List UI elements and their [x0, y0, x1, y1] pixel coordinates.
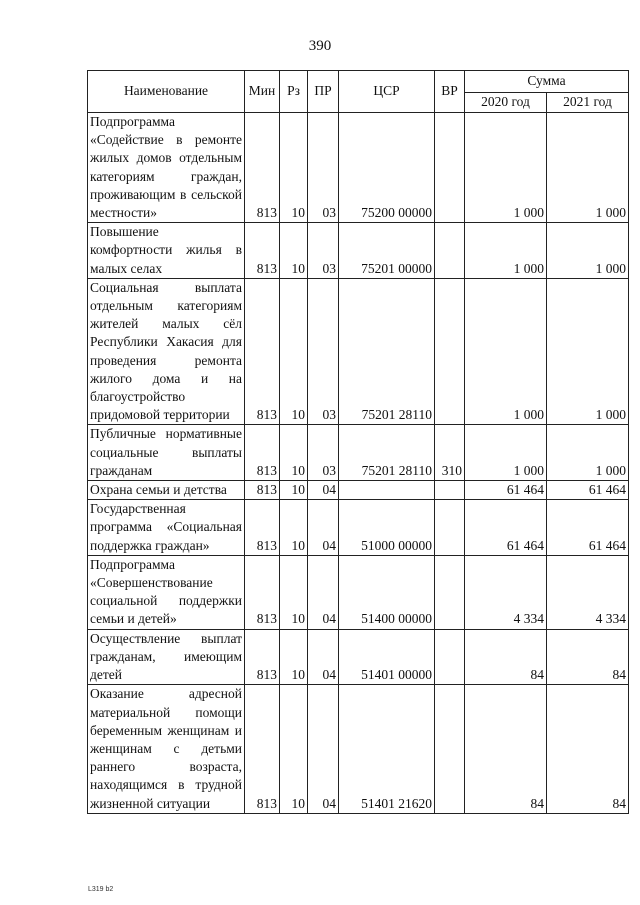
cell-vr: 310 — [435, 425, 465, 481]
cell-rz: 10 — [280, 223, 308, 279]
cell-rz: 10 — [280, 555, 308, 629]
header-year-2021: 2021 год — [547, 93, 629, 113]
cell-name: Подпрограмма «Совершенствование социальной поддержки семьи и детей» — [88, 555, 245, 629]
cell-name: Охрана семьи и детства — [88, 481, 245, 500]
cell-vr — [435, 223, 465, 279]
cell-pr: 04 — [308, 481, 339, 500]
header-year-2020: 2020 год — [465, 93, 547, 113]
cell-min: 813 — [245, 425, 280, 481]
cell-rz: 10 — [280, 278, 308, 425]
cell-csr: 51400 00000 — [339, 555, 435, 629]
cell-min: 813 — [245, 685, 280, 813]
table-row — [88, 223, 629, 279]
cell-pr: 04 — [308, 500, 339, 556]
cell-min: 813 — [245, 278, 280, 425]
cell-vr — [435, 481, 465, 500]
cell-min: 813 — [245, 481, 280, 500]
cell-y2021: 84 — [547, 685, 629, 813]
cell-y2021: 84 — [547, 629, 629, 685]
cell-rz: 10 — [280, 685, 308, 813]
cell-name: Социальная выплата отдельным категориям жителей малых сёл Республики Хакасия для проведения ремонта жилого дома и на благоустройство придомовой территории — [88, 278, 245, 425]
cell-rz: 10 — [280, 425, 308, 481]
cell-y2021: 61 464 — [547, 500, 629, 556]
header-csr: ЦСР — [339, 71, 435, 113]
cell-y2020: 1 000 — [465, 278, 547, 425]
cell-y2021: 61 464 — [547, 481, 629, 500]
page-number: 390 — [308, 38, 332, 54]
cell-name: Осуществление выплат гражданам, имеющим детей — [88, 629, 245, 685]
header-rz: Рз — [280, 71, 308, 113]
cell-name: Публичные нормативные социальные выплаты гражданам — [88, 425, 245, 481]
cell-y2021: 1 000 — [547, 113, 629, 223]
header-pr: ПР — [308, 71, 339, 113]
table-row — [88, 481, 629, 500]
header-vr: ВР — [435, 71, 465, 113]
cell-name: Повышение комфортности жилья в малых селах — [88, 223, 245, 279]
cell-csr: 51401 21620 — [339, 685, 435, 813]
cell-rz: 10 — [280, 500, 308, 556]
cell-y2020: 1 000 — [465, 113, 547, 223]
cell-csr — [339, 481, 435, 500]
budget-table — [87, 70, 629, 814]
cell-rz: 10 — [280, 113, 308, 223]
table-row — [88, 113, 629, 223]
cell-pr: 04 — [308, 629, 339, 685]
header-name: Наименование — [88, 71, 245, 113]
table-row — [88, 629, 629, 685]
table-row — [88, 555, 629, 629]
cell-vr — [435, 113, 465, 223]
table-row — [88, 278, 629, 425]
cell-csr: 75201 28110 — [339, 425, 435, 481]
cell-y2020: 84 — [465, 629, 547, 685]
cell-vr — [435, 500, 465, 556]
table-header — [88, 71, 629, 113]
cell-pr: 03 — [308, 278, 339, 425]
cell-pr: 04 — [308, 555, 339, 629]
cell-min: 813 — [245, 113, 280, 223]
cell-min: 813 — [245, 500, 280, 556]
cell-pr: 04 — [308, 685, 339, 813]
cell-y2020: 84 — [465, 685, 547, 813]
table-row — [88, 500, 629, 556]
cell-pr: 03 — [308, 113, 339, 223]
cell-rz: 10 — [280, 481, 308, 500]
cell-name: Подпрограмма «Содействие в ремонте жилых домов отдельным категориям граждан, проживающим в сельской местности» — [88, 113, 245, 223]
header-sum: Сумма — [465, 71, 629, 93]
cell-csr: 75201 28110 — [339, 278, 435, 425]
cell-y2020: 4 334 — [465, 555, 547, 629]
cell-vr — [435, 685, 465, 813]
cell-csr: 51401 00000 — [339, 629, 435, 685]
cell-rz: 10 — [280, 629, 308, 685]
cell-name: Оказание адресной материальной помощи беременным женщинам и женщинам с детьми раннего возраста, находящимся в трудной жизненной ситуации — [88, 685, 245, 813]
cell-y2021: 4 334 — [547, 555, 629, 629]
footer-code: L319 b2 — [88, 886, 114, 893]
cell-vr — [435, 278, 465, 425]
cell-min: 813 — [245, 629, 280, 685]
cell-y2021: 1 000 — [547, 425, 629, 481]
cell-pr: 03 — [308, 425, 339, 481]
cell-csr: 75201 00000 — [339, 223, 435, 279]
table-body — [88, 113, 629, 814]
cell-y2020: 1 000 — [465, 223, 547, 279]
cell-y2020: 1 000 — [465, 425, 547, 481]
cell-csr: 75200 00000 — [339, 113, 435, 223]
cell-name: Государственная программа «Социальная поддержка граждан» — [88, 500, 245, 556]
cell-vr — [435, 629, 465, 685]
cell-y2020: 61 464 — [465, 481, 547, 500]
cell-pr: 03 — [308, 223, 339, 279]
header-min: Мин — [245, 71, 280, 113]
cell-y2020: 61 464 — [465, 500, 547, 556]
table-row — [88, 425, 629, 481]
cell-csr: 51000 00000 — [339, 500, 435, 556]
cell-min: 813 — [245, 223, 280, 279]
cell-min: 813 — [245, 555, 280, 629]
cell-vr — [435, 555, 465, 629]
cell-y2021: 1 000 — [547, 223, 629, 279]
cell-y2021: 1 000 — [547, 278, 629, 425]
table-row — [88, 685, 629, 813]
